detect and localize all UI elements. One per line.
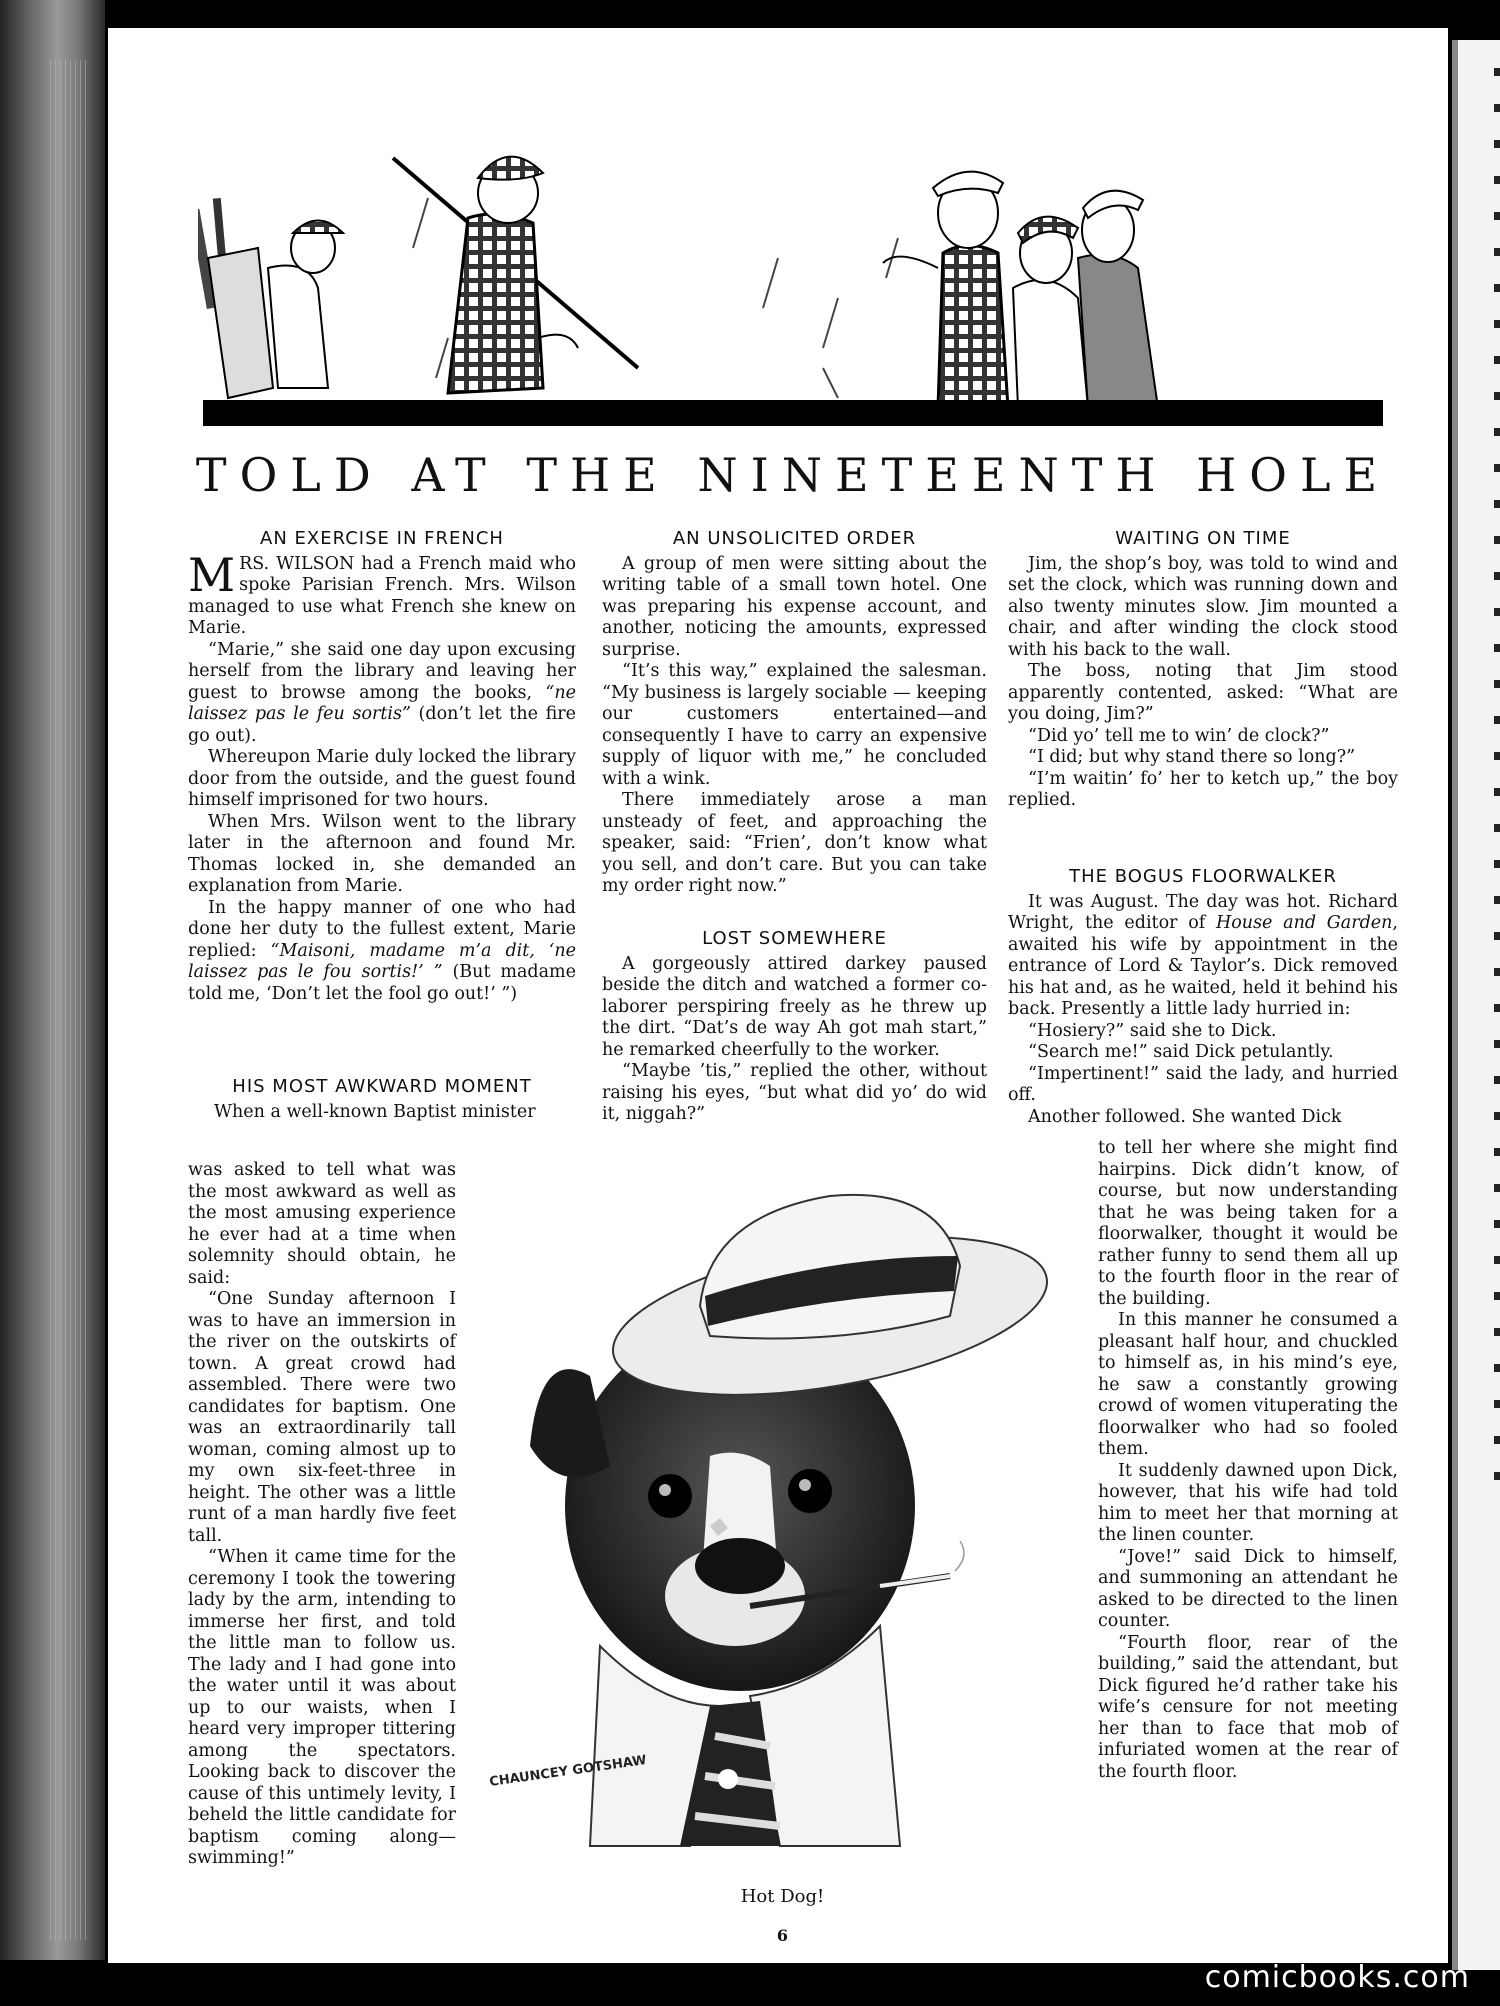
story-exercise-in-french: AN EXERCISE IN FRENCH MRS. WILSON had a French maid who spoke Parisian French. Mrs. Wilson managed to use what French she knew on Marie. “Marie,” she said one day upon excusing herself from the library and leaving her guest to browse among the books, “ne laissez pas le feu sortis” (don’t let the fire go out). Whereupon Marie duly locked the library door from the outside, and the guest found himself imprisoned for two hours. When Mrs. Wilson went to the library later in the afternoon and found Mr. Thomas locked in, she demanded an explanation from Marie. In the happy manner of one who had done her duty to the fullest extent, Marie replied: “Maisoni, madame m’a dit, ‘ne laissez pas le fou sortis!’ ” (But madame told me, ‘Don’t let the fool go out!’ ”) bbox=[188, 528, 576, 1004]
illustration-ground-bar bbox=[203, 400, 1383, 426]
next-page-edge bbox=[1452, 40, 1500, 1970]
story-bogus-floorwalker-head: THE BOGUS FLOORWALKER It was August. The day was hot. Richard Wright, the editor of House and Garden, awaited his wife by appointment in the entrance of Lord & Taylor’s. Dick removed his hat and, as he waited, held it behind his back. Presently a little lady hurried in: “Hosiery?” said she to Dick. “Search me!” said Dick petulantly. “Impertinent!” said the lady, and hurried off. Another followed. She wanted Dick bbox=[1008, 866, 1398, 1127]
story-heading: AN EXERCISE IN FRENCH bbox=[260, 528, 504, 549]
group-of-three-men bbox=[883, 172, 1158, 408]
story-awkward-moment: was asked to tell what was the most awkward as well as the most amusing experience he ever had at a time when solemnity should obtain, he said: “One Sunday afternoon I was to have an immersion in the river on the outskirts of town. A great crowd had assembled. There were two candidates for baptism. One was an extraordinarily tall woman, coming almost up to my own six-feet-three in height. The other was a little runt of a man hardly five feet tall. “When it came time for the ceremony I took the towering lady by the arm, intending to immerse her first, and told the little man to follow us. The lady and I had gone into the water until it was about up to our waists, when I heard very improper tittering among the spectators. Looking back to discover the cause of this untimely levity, I beheld the little candidate for baptism coming along—swimming!” bbox=[188, 1160, 456, 1868]
hot-dog-illustration bbox=[480, 1146, 1085, 1874]
story-unsolicited-order: AN UNSOLICITED ORDER A group of men were sitting about the writing table of a small town hotel. One was preparing his expense account, and another, noticing the amounts, expressed surprise. “It’s this way,” explained the salesman. “My business is largely sociable — keeping our customers entertained—and consequently I have to carry an expensive supply of liquor with me,” he concluded with a wink. There immediately arose a man unsteady of feet, and approaching the speaker, said: “Frien’, don’t know what you sell, and don’t care. But you can take my order right now.” bbox=[602, 528, 987, 896]
page-number: 6 bbox=[776, 1926, 789, 1945]
site-watermark: comicbooks.com bbox=[1204, 1960, 1470, 1995]
story-heading: THE BOGUS FLOORWALKER bbox=[1069, 866, 1337, 887]
book-binding bbox=[0, 0, 105, 1960]
photo-caption: Hot Dog! bbox=[740, 1886, 825, 1907]
story-waiting-on-time: WAITING ON TIME Jim, the shop’s boy, was told to wind and set the clock, which was running down and also twenty minutes slow. Jim mounted a chair, and after winding the clock stood with his back to the wall. The boss, noting that Jim stood apparently contented, asked: “What are you doing, Jim?” “Did yo’ tell me to win’ de clock?” “I did; but why stand there so long?” “I’m waitin’ fo’ her to ketch up,” the boy replied. bbox=[1008, 528, 1398, 810]
caddie-figure bbox=[198, 198, 343, 398]
story-heading: LOST SOMEWHERE bbox=[702, 928, 887, 949]
svg-text:CHAUNCEY GOTSHAW: CHAUNCEY GOTSHAW bbox=[488, 1753, 648, 1790]
story-bogus-floorwalker: to tell her where she might find hairpins. Dick didn’t know, of course, but now understanding that he was being taken for a floorwalker, thought it would be rather funny to send them all up to the fourth floor in the rear of the building. In this manner he consumed a pleasant half hour, and chuckled to himself as, in his mind’s eye, he saw a constantly growing crowd of women vituperating the floorwalker who had so fooled them. It suddenly dawned upon Dick, however, that his wife had told him to meet her that morning at the linen counter. “Jove!” said Dick to himself, and summoning an attendant he asked to be directed to the linen counter. “Fourth floor, rear of the building,” said the attendant, but Dick figured he’d rather take his wife’s censure for not meeting her than to face that mob of infuriated women at the rear of the fourth floor. bbox=[1098, 1138, 1398, 1782]
magazine-page bbox=[108, 28, 1448, 1963]
story-heading: HIS MOST AWKWARD MOMENT bbox=[232, 1076, 532, 1097]
story-awkward-moment-head: HIS MOST AWKWARD MOMENT When a well-known Baptist minister bbox=[188, 1076, 576, 1123]
story-heading: WAITING ON TIME bbox=[1115, 528, 1291, 549]
page-title: TOLD AT THE NINETEENTH HOLE bbox=[195, 448, 1391, 502]
story-lost-somewhere: LOST SOMEWHERE A gorgeously attired darkey paused beside the ditch and watched a former co-laborer perspiring freely as he threw up the dirt. “Dat’s de way Ah got mah start,” he remarked cheerfully to the worker. “Maybe ’tis,” replied the other, without raising his eyes, “but what did yo’ do wid it, niggah?” bbox=[602, 928, 987, 1124]
golfers-illustration bbox=[198, 138, 1388, 428]
drop-cap: M bbox=[188, 547, 236, 602]
story-heading: AN UNSOLICITED ORDER bbox=[672, 528, 917, 549]
golfer-with-club bbox=[393, 157, 638, 393]
